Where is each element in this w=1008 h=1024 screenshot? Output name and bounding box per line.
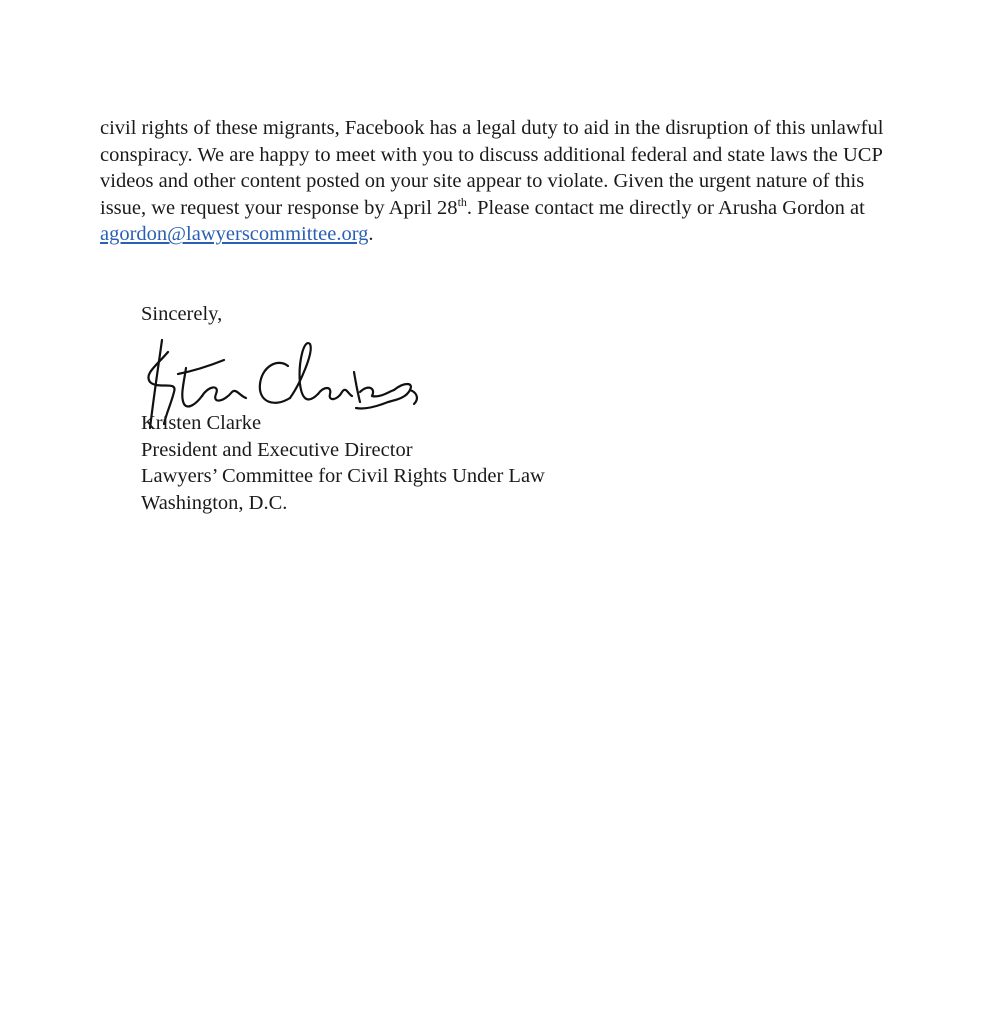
signer-organization: Lawyers’ Committee for Civil Rights Under Law — [141, 465, 545, 487]
response-deadline-text: issue, we request your response by April 28 — [100, 196, 458, 219]
paragraph-line: conspiracy. We are happy to meet with you to discuss additional federal and state laws the UCP — [100, 143, 883, 166]
contact-text: . Please contact me directly or Arusha Gordon at — [466, 196, 865, 219]
paragraph-line — [100, 221, 980, 248]
paragraph-line: civil rights of these migrants, Facebook has a legal duty to aid in the disruption of this unlawful — [100, 117, 884, 139]
closing-salutation: Sincerely, — [141, 303, 223, 325]
ordinal-suffix: th — [457, 194, 467, 209]
paragraph-line — [100, 195, 980, 222]
signature-block — [141, 410, 545, 516]
email-link[interactable]: agordon@lawyerscommittee.org — [100, 223, 369, 246]
signer-name: Kristen Clarke — [141, 412, 262, 434]
signer-location: Washington, D.C. — [141, 491, 288, 514]
paragraph-line: videos and other content posted on your site appear to violate. Given the urgent nature of this — [100, 170, 865, 193]
letter-body-paragraph — [100, 115, 980, 248]
email-trailing-period: . — [368, 223, 374, 246]
signer-title: President and Executive Director — [141, 438, 413, 461]
